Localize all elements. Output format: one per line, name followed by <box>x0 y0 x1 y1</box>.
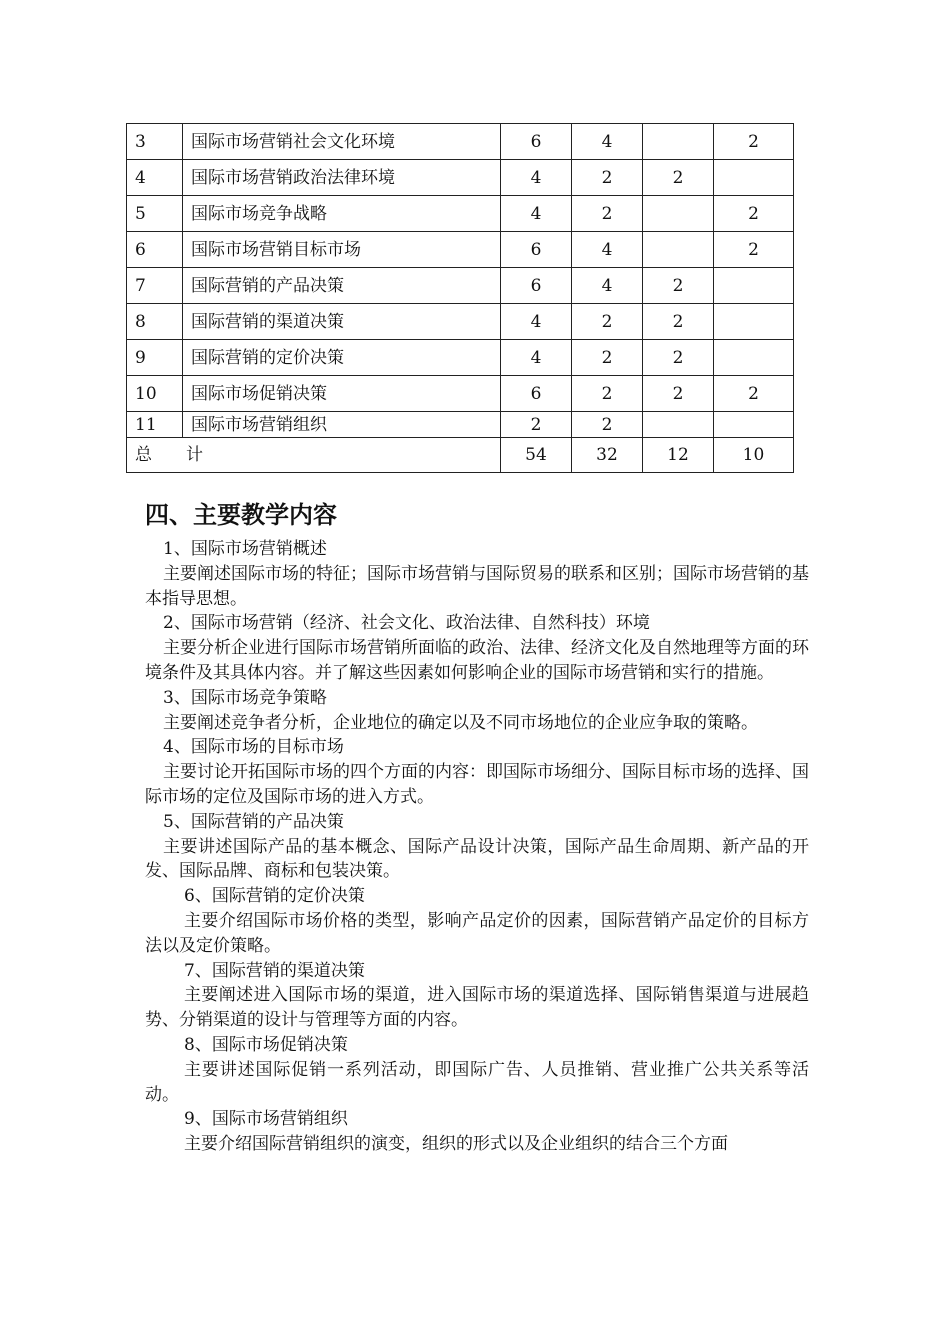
subsection-heading: 6、国际营销的定价决策 <box>184 886 365 907</box>
chapter-title-cell: 国际市场促销决策 <box>183 376 501 412</box>
subsection-heading: 2、国际市场营销（经济、社会文化、政治法律、自然科技）环境 <box>163 613 650 634</box>
total-hours-cell: 10 <box>714 438 794 473</box>
hours-cell: 2 <box>714 196 794 232</box>
hours-cell: 2 <box>643 268 714 304</box>
hours-cell: 2 <box>572 376 643 412</box>
hours-cell <box>714 340 794 376</box>
chapter-title-cell: 国际营销的渠道决策 <box>183 304 501 340</box>
subsection-heading: 3、国际市场竞争策略 <box>163 687 327 708</box>
table-row <box>127 412 794 438</box>
row-number-cell: 6 <box>127 232 183 268</box>
subsection-body: 主要介绍国际市场价格的类型，影响产品定价的因素，国际营销产品定价的目标方法以及定价策略。 <box>145 910 809 956</box>
row-number-cell: 10 <box>127 376 183 412</box>
chapter-title-cell: 国际市场营销组织 <box>183 412 501 438</box>
table-row <box>127 124 794 160</box>
subsection-heading: 9、国际市场营销组织 <box>184 1109 348 1130</box>
subsection-body: 主要阐述进入国际市场的渠道，进入国际市场的渠道选择、国际销售渠道与进展趋势、分销渠道的设计与管理等方面的内容。 <box>145 985 809 1031</box>
table-row <box>127 196 794 232</box>
hours-cell <box>643 232 714 268</box>
subsection-body: 主要讨论开拓国际市场的四个方面的内容：即国际市场细分、国际目标市场的选择、国际市场的定位及国际市场的进入方式。 <box>145 762 809 807</box>
chapter-title-cell: 国际市场营销目标市场 <box>183 232 501 268</box>
section-title: 四、主要教学内容 <box>145 501 337 529</box>
hours-cell: 2 <box>643 304 714 340</box>
hours-cell: 2 <box>643 376 714 412</box>
hours-cell: 4 <box>501 160 572 196</box>
hours-cell <box>643 124 714 160</box>
hours-cell: 2 <box>572 304 643 340</box>
hours-cell: 2 <box>572 160 643 196</box>
table-total-row <box>127 438 794 473</box>
row-number-cell: 5 <box>127 196 183 232</box>
subsection-body: 主要阐述国际市场的特征；国际市场营销与国际贸易的联系和区别；国际市场营销的基本指导思想。 <box>145 563 809 609</box>
hours-cell: 2 <box>643 160 714 196</box>
teaching-content <box>145 537 809 1157</box>
chapter-title-cell: 国际营销的定价决策 <box>183 340 501 376</box>
hours-cell <box>714 412 794 438</box>
table-row <box>127 340 794 376</box>
hours-cell <box>714 304 794 340</box>
subsection-body: 主要讲述国际促销一系列活动，即国际广告、人员推销、营业推广公共关系等活动。 <box>145 1059 809 1105</box>
hours-cell: 2 <box>572 340 643 376</box>
hours-cell: 4 <box>572 124 643 160</box>
subsection-body: 主要分析企业进行国际市场营销所面临的政治、法律、经济文化及自然地理等方面的环境条件及其具体内容。并了解这些因素如何影响企业的国际市场营销和实行的措施。 <box>145 638 809 683</box>
hours-cell <box>643 412 714 438</box>
row-number-cell: 11 <box>127 412 183 438</box>
hours-cell: 6 <box>501 124 572 160</box>
row-number-cell: 8 <box>127 304 183 340</box>
hours-cell: 2 <box>501 412 572 438</box>
hours-cell: 6 <box>501 232 572 268</box>
hours-cell <box>643 196 714 232</box>
table-row <box>127 160 794 196</box>
hours-cell: 4 <box>501 340 572 376</box>
hours-cell: 2 <box>714 124 794 160</box>
subsection-body: 主要讲述国际产品的基本概念、国际产品设计决策，国际产品生命周期、新产品的开发、国际品牌、商标和包装决策。 <box>145 836 809 882</box>
hours-cell <box>714 268 794 304</box>
hours-cell: 2 <box>643 340 714 376</box>
subsection-heading: 1、国际市场营销概述 <box>163 539 327 559</box>
hours-cell: 6 <box>501 376 572 412</box>
chapter-title-cell: 国际市场竞争战略 <box>183 196 501 232</box>
table-row <box>127 232 794 268</box>
subsection-body: 主要介绍国际营销组织的演变，组织的形式以及企业组织的结合三个方面 <box>184 1134 728 1155</box>
row-number-cell: 3 <box>127 124 183 160</box>
course-hours-table <box>126 123 794 473</box>
hours-cell: 4 <box>572 268 643 304</box>
total-hours-cell: 12 <box>643 438 714 473</box>
subsection-heading: 4、国际市场的目标市场 <box>163 737 344 758</box>
hours-cell: 2 <box>714 232 794 268</box>
course-hours-table-body <box>127 124 794 473</box>
hours-cell: 4 <box>572 232 643 268</box>
chapter-title-cell: 国际市场营销社会文化环境 <box>183 124 501 160</box>
subsection-heading: 8、国际市场促销决策 <box>184 1034 348 1055</box>
subsection-heading: 7、国际营销的渠道决策 <box>184 960 365 981</box>
table-row <box>127 304 794 340</box>
subsection-heading: 5、国际营销的产品决策 <box>163 811 344 832</box>
hours-cell: 4 <box>501 196 572 232</box>
hours-cell: 2 <box>714 376 794 412</box>
chapter-title-cell: 国际营销的产品决策 <box>183 268 501 304</box>
hours-cell: 4 <box>501 304 572 340</box>
total-hours-cell: 54 <box>501 438 572 473</box>
row-number-cell: 7 <box>127 268 183 304</box>
table-row <box>127 268 794 304</box>
row-number-cell: 9 <box>127 340 183 376</box>
hours-cell: 6 <box>501 268 572 304</box>
table-row <box>127 376 794 412</box>
hours-cell: 2 <box>572 412 643 438</box>
row-number-cell: 4 <box>127 160 183 196</box>
total-hours-cell: 32 <box>572 438 643 473</box>
hours-cell: 2 <box>572 196 643 232</box>
subsection-body: 主要阐述竞争者分析，企业地位的确定以及不同市场地位的企业应争取的策略。 <box>163 712 758 733</box>
hours-cell <box>714 160 794 196</box>
total-label-cell: 总 计 <box>127 438 501 473</box>
chapter-title-cell: 国际市场营销政治法律环境 <box>183 160 501 196</box>
